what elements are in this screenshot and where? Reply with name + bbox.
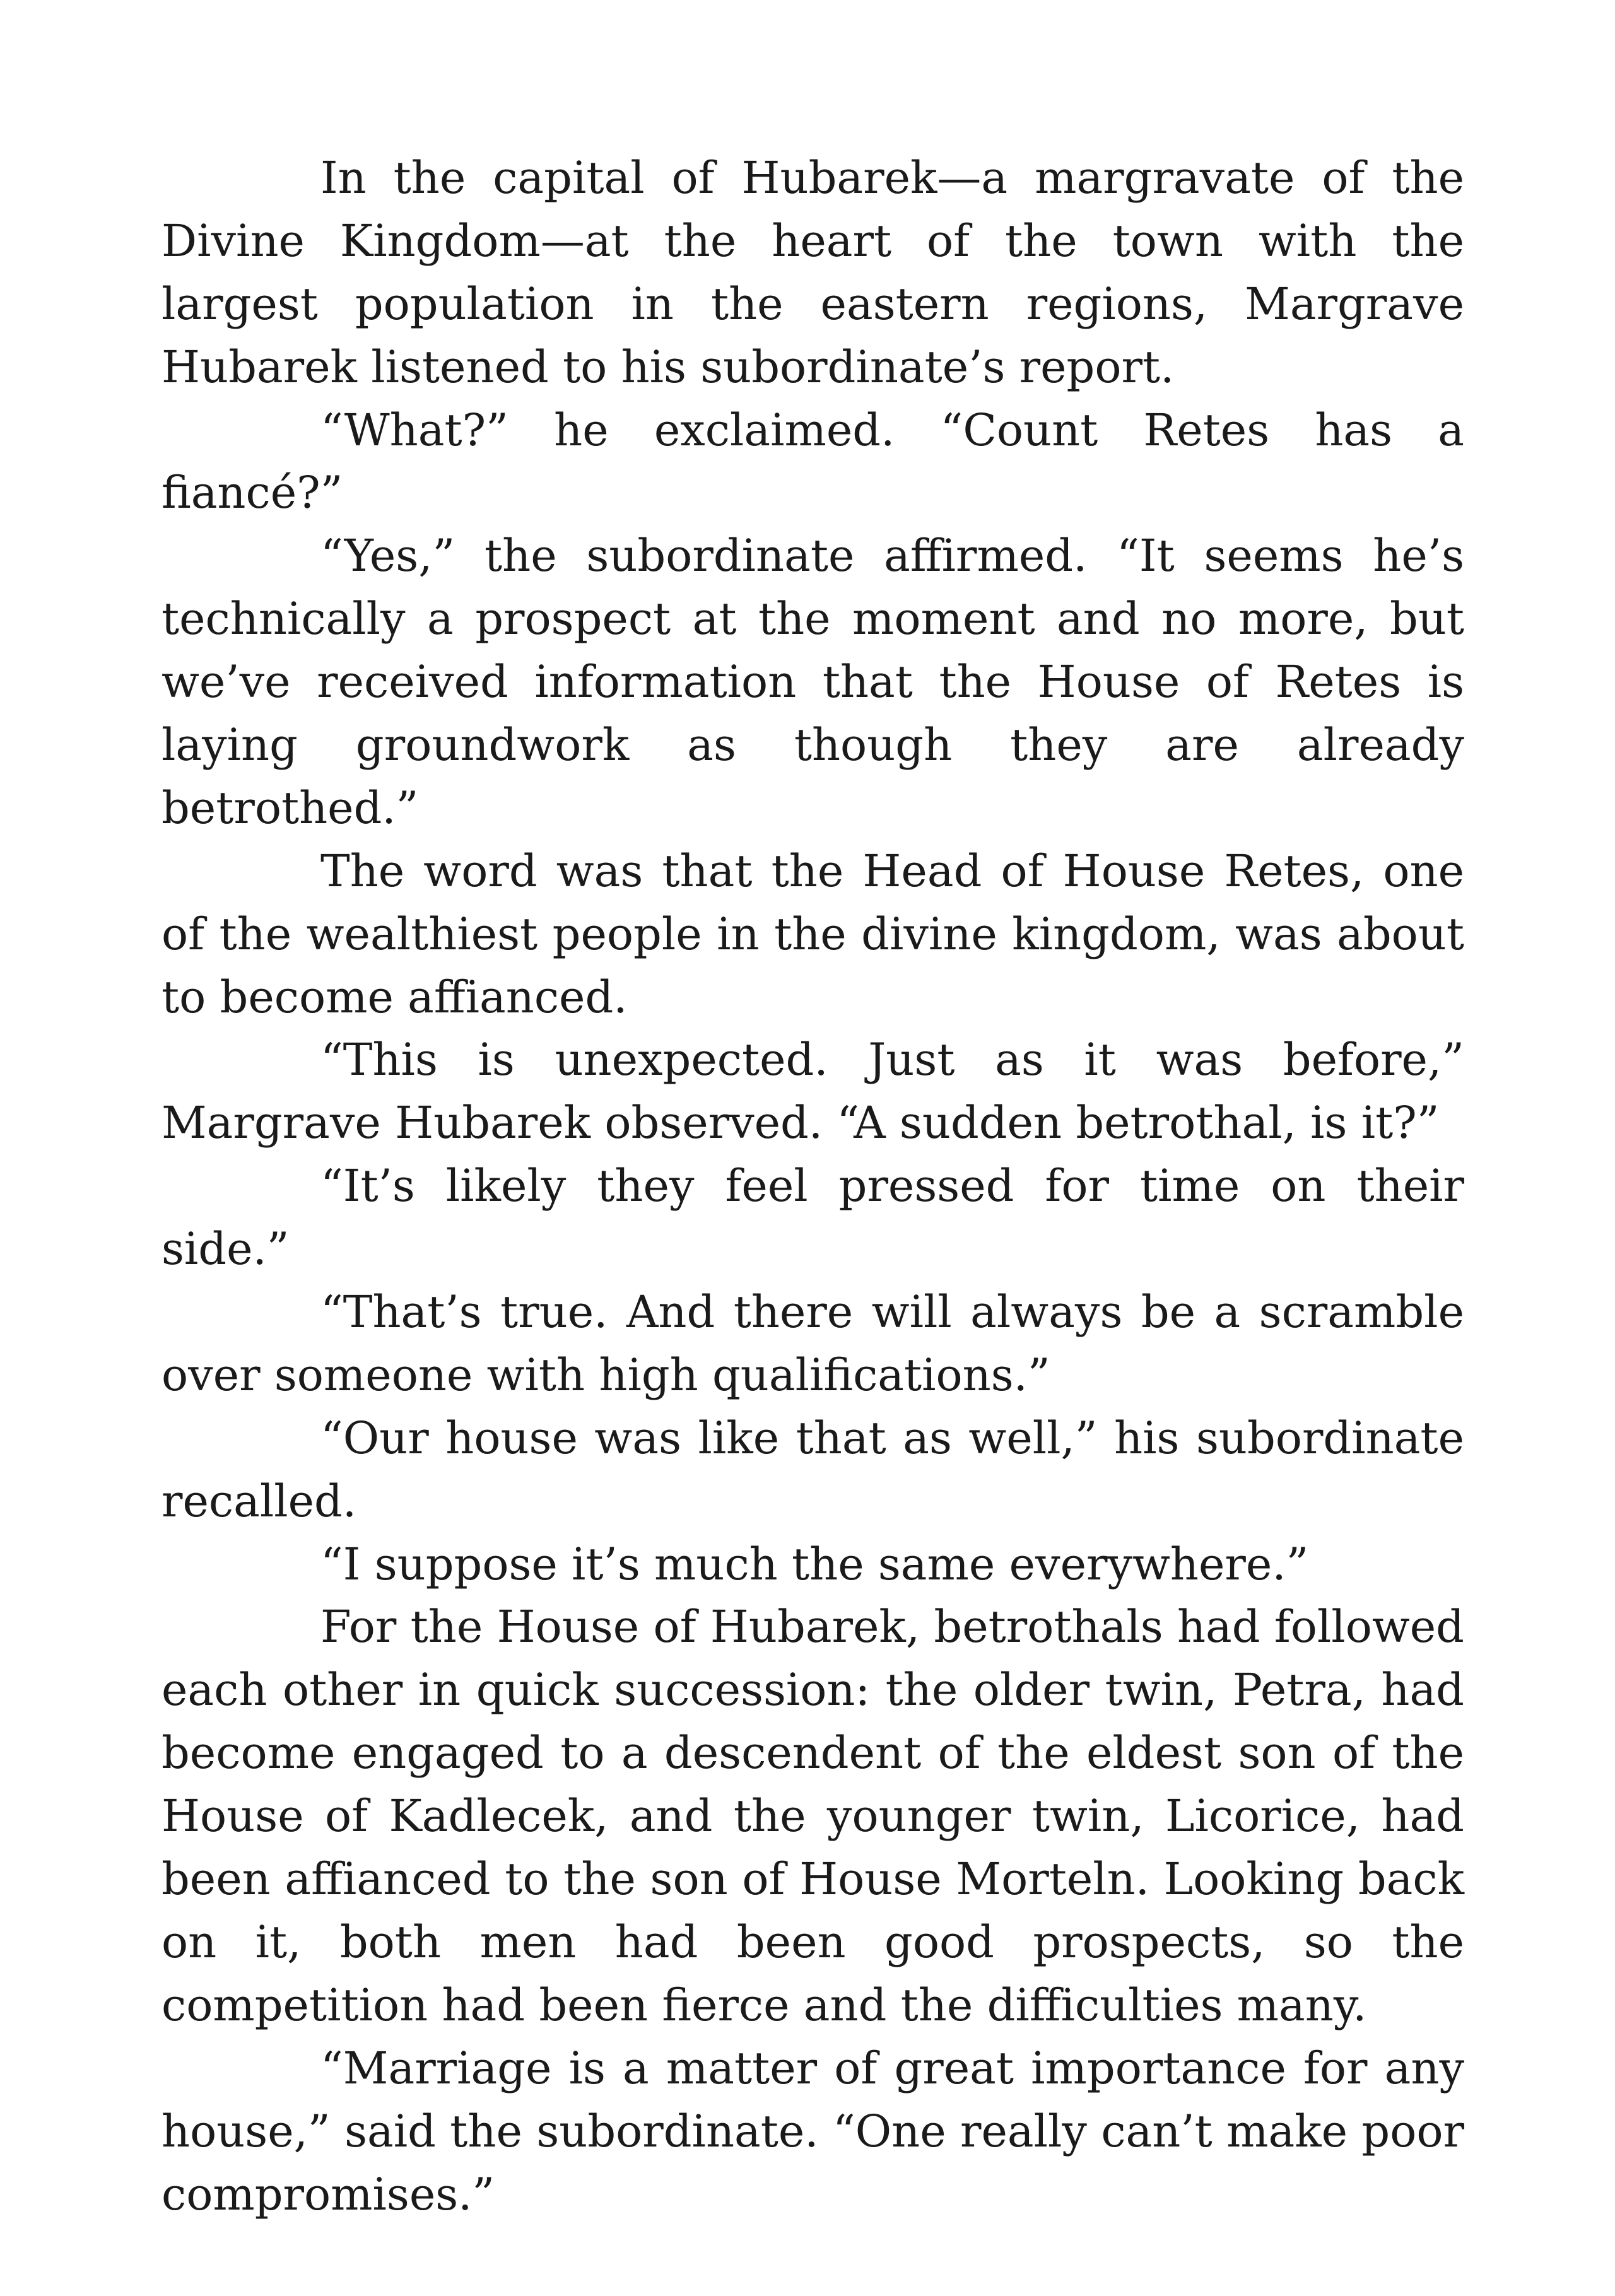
paragraph: “That’s true. And there will always be a scramble over someone with high qualifications.” [162, 1286, 1464, 1401]
paragraph: “Yes,” the subordinate affirmed. “It seems he’s technically a prospect at the moment and no more, but we’ve received information that the House of Retes is laying groundwork as though they are already betrothed.” [162, 530, 1464, 834]
paragraph: “Marriage is a matter of great importance for any house,” said the subordinate. “One really can’t make poor compromises.” [162, 2042, 1464, 2220]
paragraph: “What?” he exclaimed. “Count Retes has a fiancé?” [162, 404, 1464, 519]
paragraph: “This is unexpected. Just as it was before,” Margrave Hubarek observed. “A sudden betrothal, is it?” [162, 1034, 1464, 1149]
paragraph: “I suppose it’s much the same everywhere.” [320, 1538, 1309, 1590]
paragraph: The word was that the Head of House Retes, one of the wealthiest people in the divine kingdom, was about to become affianced. [162, 845, 1464, 1023]
body-text [162, 147, 1464, 2226]
paragraph: For the House of Hubarek, betrothals had followed each other in quick succession: the older twin, Petra, had become engaged to a descendent of the eldest son of the House of Kadlecek, and the younger twin, Licorice, had been affianced to the son of House Morteln. Looking back on it, both men had been good prospects, so the competition had been fierce and the difficulties many. [162, 1601, 1464, 2031]
paragraph: “Our house was like that as well,” his subordinate recalled. [162, 1412, 1464, 1527]
paragraph: “It’s likely they feel pressed for time on their side.” [162, 1160, 1464, 1275]
paragraph: In the capital of Hubarek—a margravate of the Divine Kingdom—at the heart of the town with the largest population in the eastern regions, Margrave Hubarek listened to his subordinate’s report. [162, 152, 1464, 393]
